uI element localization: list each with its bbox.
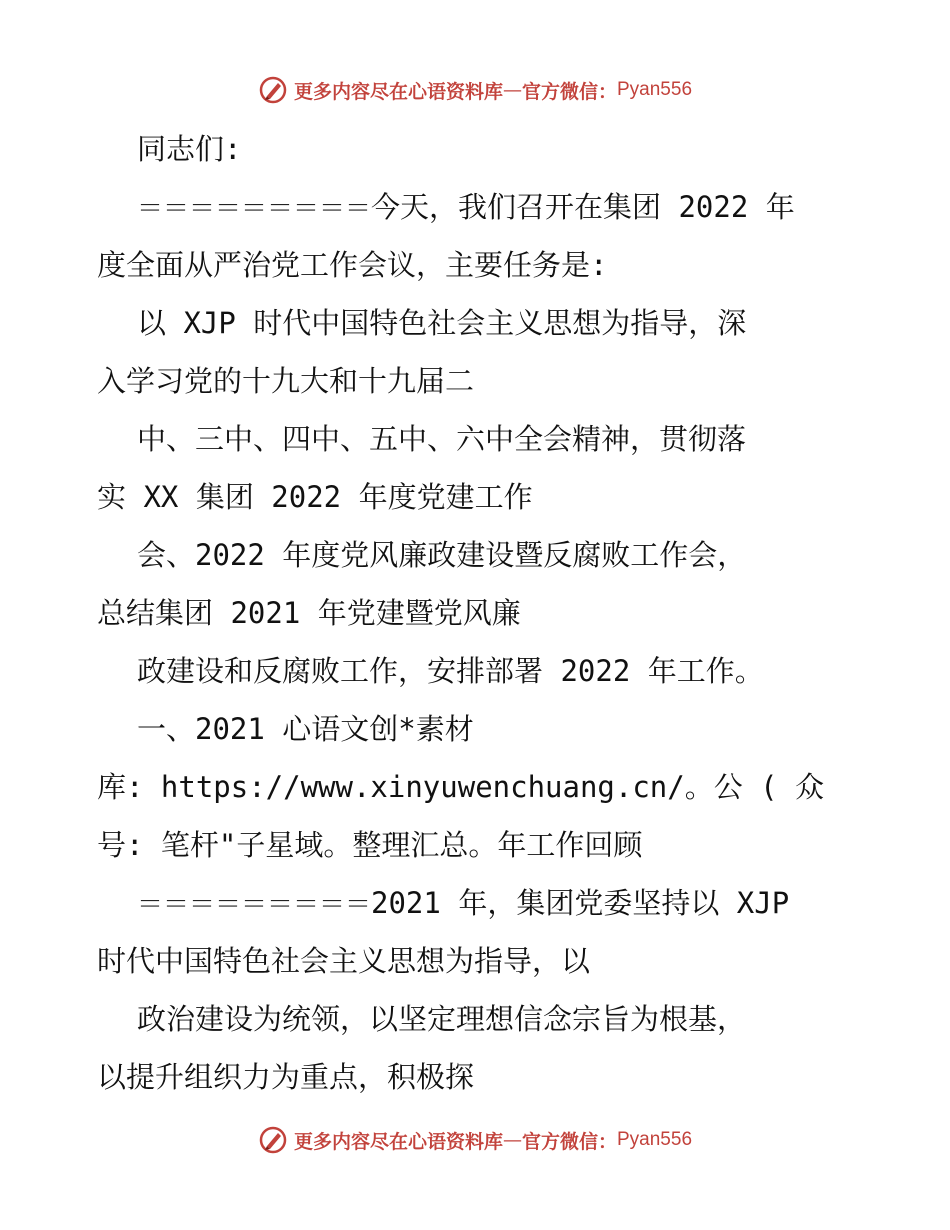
body-line bbox=[97, 468, 887, 526]
line-prefix-marks: ＝＝＝＝＝＝＝＝＝ bbox=[137, 194, 372, 224]
line-text: 以提升组织力为重点，积极探 bbox=[97, 1060, 475, 1094]
banner-site-name: 更多内容尽在心语资料库 bbox=[293, 80, 503, 103]
line-text: 政建设和反腐败工作，安排部署 2022 年工作。 bbox=[137, 654, 764, 688]
banner-site-name: 更多内容尽在心语资料库 bbox=[293, 1130, 503, 1153]
banner-dash: — bbox=[502, 79, 522, 101]
line-text: 总结集团 2021 年党建暨党风廉 bbox=[97, 596, 521, 630]
line-text: 政治建设为统领，以坚定理想信念宗旨为根基， bbox=[137, 1002, 747, 1036]
line-text: 同志们: bbox=[137, 132, 242, 166]
banner-wechat-account: Pyan556 bbox=[617, 79, 693, 100]
body-line bbox=[97, 642, 887, 700]
body-line bbox=[97, 352, 887, 410]
body-line bbox=[97, 294, 887, 352]
line-text: 中、三中、四中、五中、六中全会精神，贯彻落 bbox=[137, 422, 747, 456]
line-text: 以 XJP 时代中国特色社会主义思想为指导，深 bbox=[137, 306, 747, 340]
line-text: 会、2022 年度党风廉政建设暨反腐败工作会， bbox=[137, 538, 747, 572]
line-text: 2021 年，集团党委坚持以 XJP bbox=[371, 886, 790, 920]
body-line bbox=[97, 120, 887, 178]
body-line bbox=[97, 526, 887, 584]
pen-logo-icon bbox=[258, 1125, 288, 1155]
header-banner bbox=[0, 70, 950, 110]
line-text: 度全面从严治党工作会议，主要任务是: bbox=[97, 248, 608, 282]
line-text: 实 XX 集团 2022 年度党建工作 bbox=[97, 480, 533, 514]
body-line bbox=[97, 178, 887, 236]
line-text: 时代中国特色社会主义思想为指导，以 bbox=[97, 944, 591, 978]
banner-wechat-account: Pyan556 bbox=[617, 1129, 693, 1150]
body-line bbox=[97, 236, 887, 294]
line-text: 库: https://www.xinyuwenchuang.cn/。公 ( 众 bbox=[97, 770, 825, 804]
body-line bbox=[97, 874, 887, 932]
body-line bbox=[97, 932, 887, 990]
body-line bbox=[97, 584, 887, 642]
body-line bbox=[97, 700, 887, 758]
body-line bbox=[97, 1048, 887, 1106]
body-line bbox=[97, 816, 887, 874]
body-line bbox=[97, 990, 887, 1048]
line-text: 一、2021 心语文创*素材 bbox=[137, 712, 474, 746]
line-text: 今天，我们召开在集团 2022 年 bbox=[371, 190, 795, 224]
pen-logo-icon bbox=[258, 75, 288, 105]
banner-dash: — bbox=[502, 1129, 522, 1151]
line-text: 入学习党的十九大和十九届二 bbox=[97, 364, 475, 398]
line-prefix-marks: ＝＝＝＝＝＝＝＝＝ bbox=[137, 890, 372, 920]
banner-wechat-label: 官方微信： bbox=[521, 1130, 617, 1153]
banner-wechat-label: 官方微信： bbox=[521, 80, 617, 103]
body-line bbox=[97, 410, 887, 468]
body-line bbox=[97, 758, 887, 816]
document-body bbox=[97, 120, 887, 1106]
footer-banner bbox=[0, 1120, 950, 1160]
line-text: 号: 笔杆"子星域。整理汇总。年工作回顾 bbox=[97, 828, 643, 862]
